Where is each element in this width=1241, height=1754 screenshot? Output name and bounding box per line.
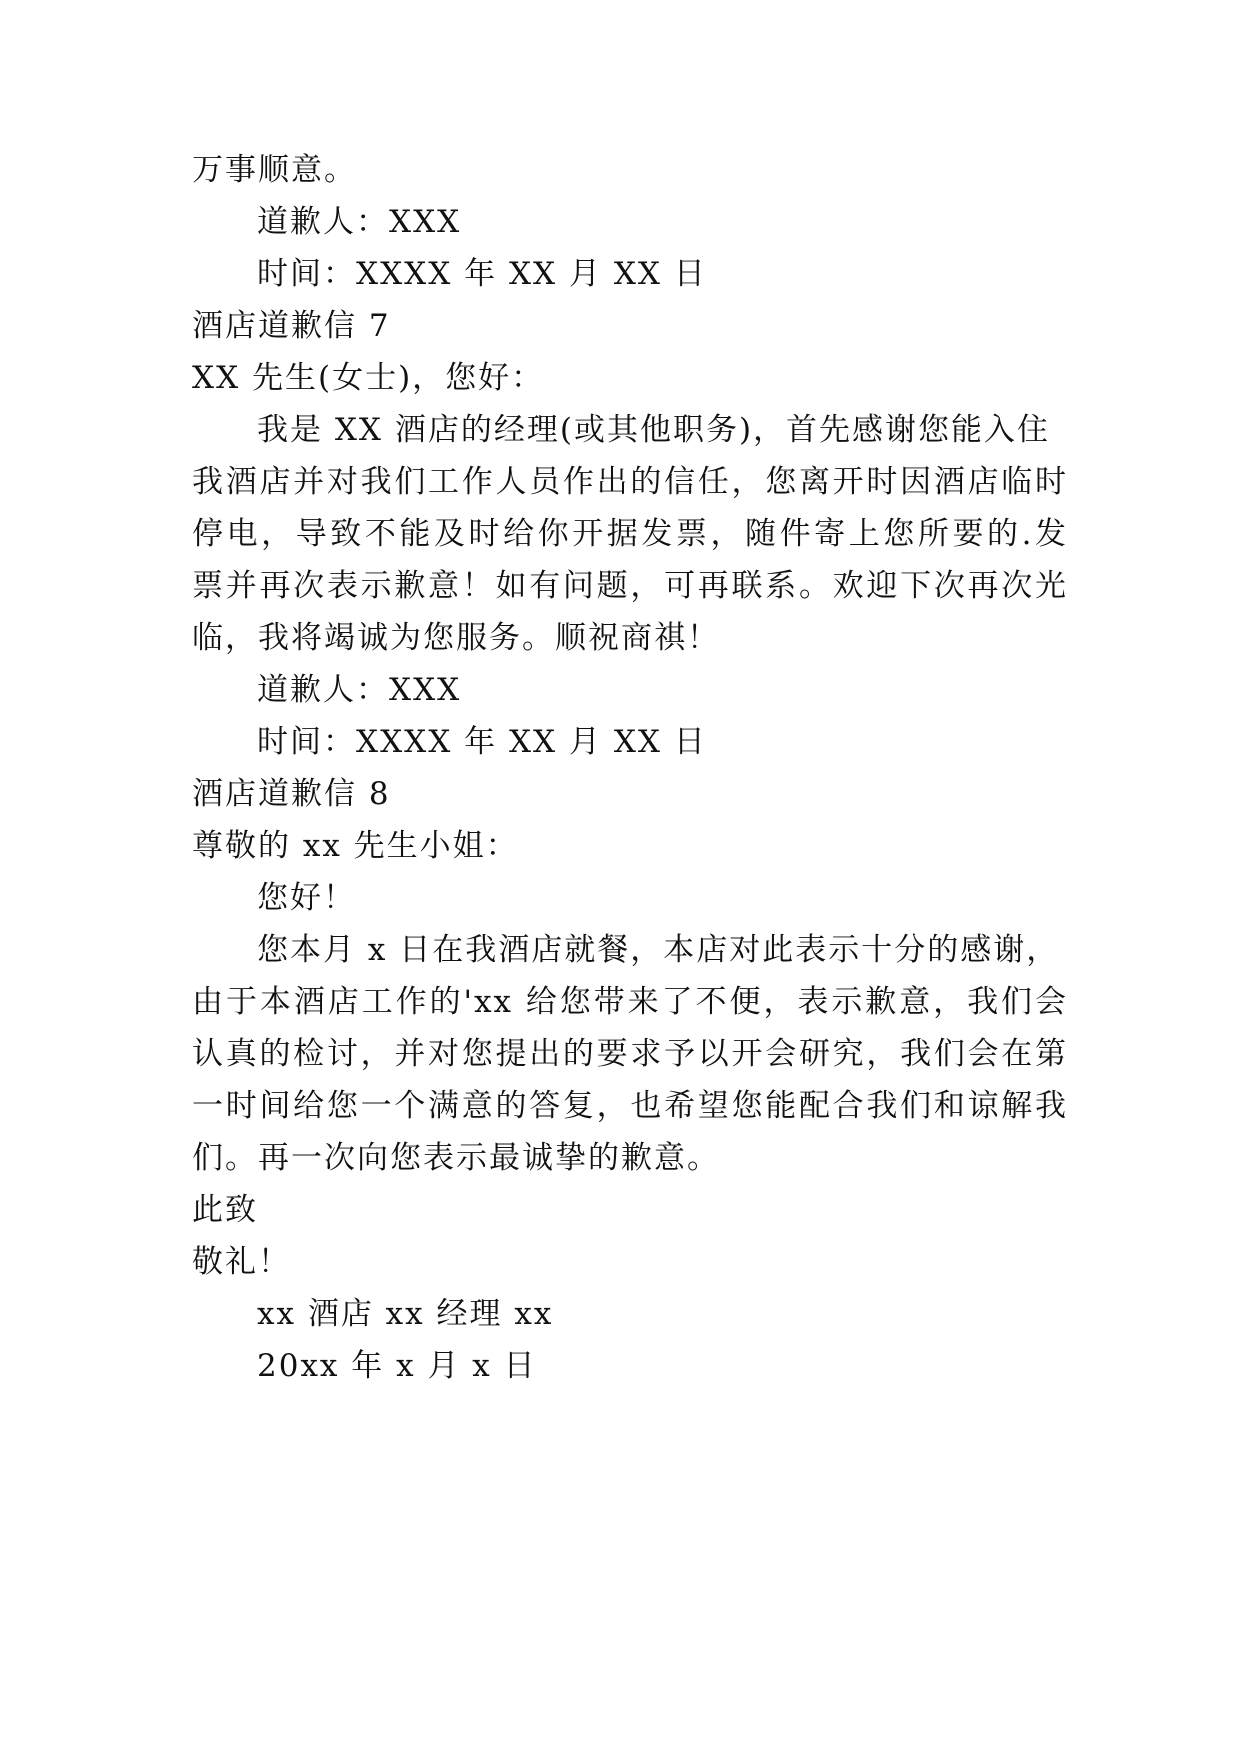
paragraph-line: 我酒店并对我们工作人员作出的信任，您离开时因酒店临时 bbox=[192, 464, 1068, 500]
signature-date: 20xx 年 x 月 x 日 bbox=[257, 1348, 537, 1384]
greeting: 您好！ bbox=[257, 880, 356, 916]
signature-date: 时间：XXXX 年 XX 月 XX 日 bbox=[257, 724, 707, 760]
paragraph-line: 我是 XX 酒店的经理(或其他职务)，首先感谢您能入住 bbox=[257, 412, 1051, 448]
paragraph-line: 您本月 x 日在我酒店就餐，本店对此表示十分的感谢， bbox=[257, 932, 1060, 968]
section-heading-7: 酒店道歉信 7 bbox=[192, 308, 391, 344]
signature-apologizer: 道歉人：XXX bbox=[257, 672, 462, 708]
paragraph-line: 票并再次表示歉意！如有问题，可再联系。欢迎下次再次光 bbox=[192, 568, 1068, 604]
signature-sender: xx 酒店 xx 经理 xx bbox=[257, 1296, 554, 1332]
paragraph-line: 停电，导致不能及时给你开据发票，随件寄上您所要的.发 bbox=[192, 516, 1068, 552]
closing-salute: 敬礼！ bbox=[192, 1244, 291, 1280]
closing-phrase: 此致 bbox=[192, 1192, 258, 1228]
paragraph-line: 一时间给您一个满意的答复，也希望您能配合我们和谅解我 bbox=[192, 1088, 1068, 1124]
section-heading-8: 酒店道歉信 8 bbox=[192, 776, 391, 812]
signature-date: 时间：XXXX 年 XX 月 XX 日 bbox=[257, 256, 707, 292]
paragraph-line: 认真的检讨，并对您提出的要求予以开会研究，我们会在第 bbox=[192, 1036, 1068, 1072]
salutation: XX 先生(女士)，您好： bbox=[192, 360, 545, 396]
paragraph-line: 们。再一次向您表示最诚挚的歉意。 bbox=[192, 1140, 720, 1176]
signature-apologizer: 道歉人：XXX bbox=[257, 204, 462, 240]
paragraph-line: 由于本酒店工作的'xx 给您带来了不便，表示歉意，我们会 bbox=[192, 984, 1068, 1020]
closing-line: 万事顺意。 bbox=[192, 152, 357, 188]
salutation: 尊敬的 xx 先生小姐： bbox=[192, 828, 519, 864]
paragraph-line: 临，我将竭诚为您服务。顺祝商祺！ bbox=[192, 620, 720, 656]
